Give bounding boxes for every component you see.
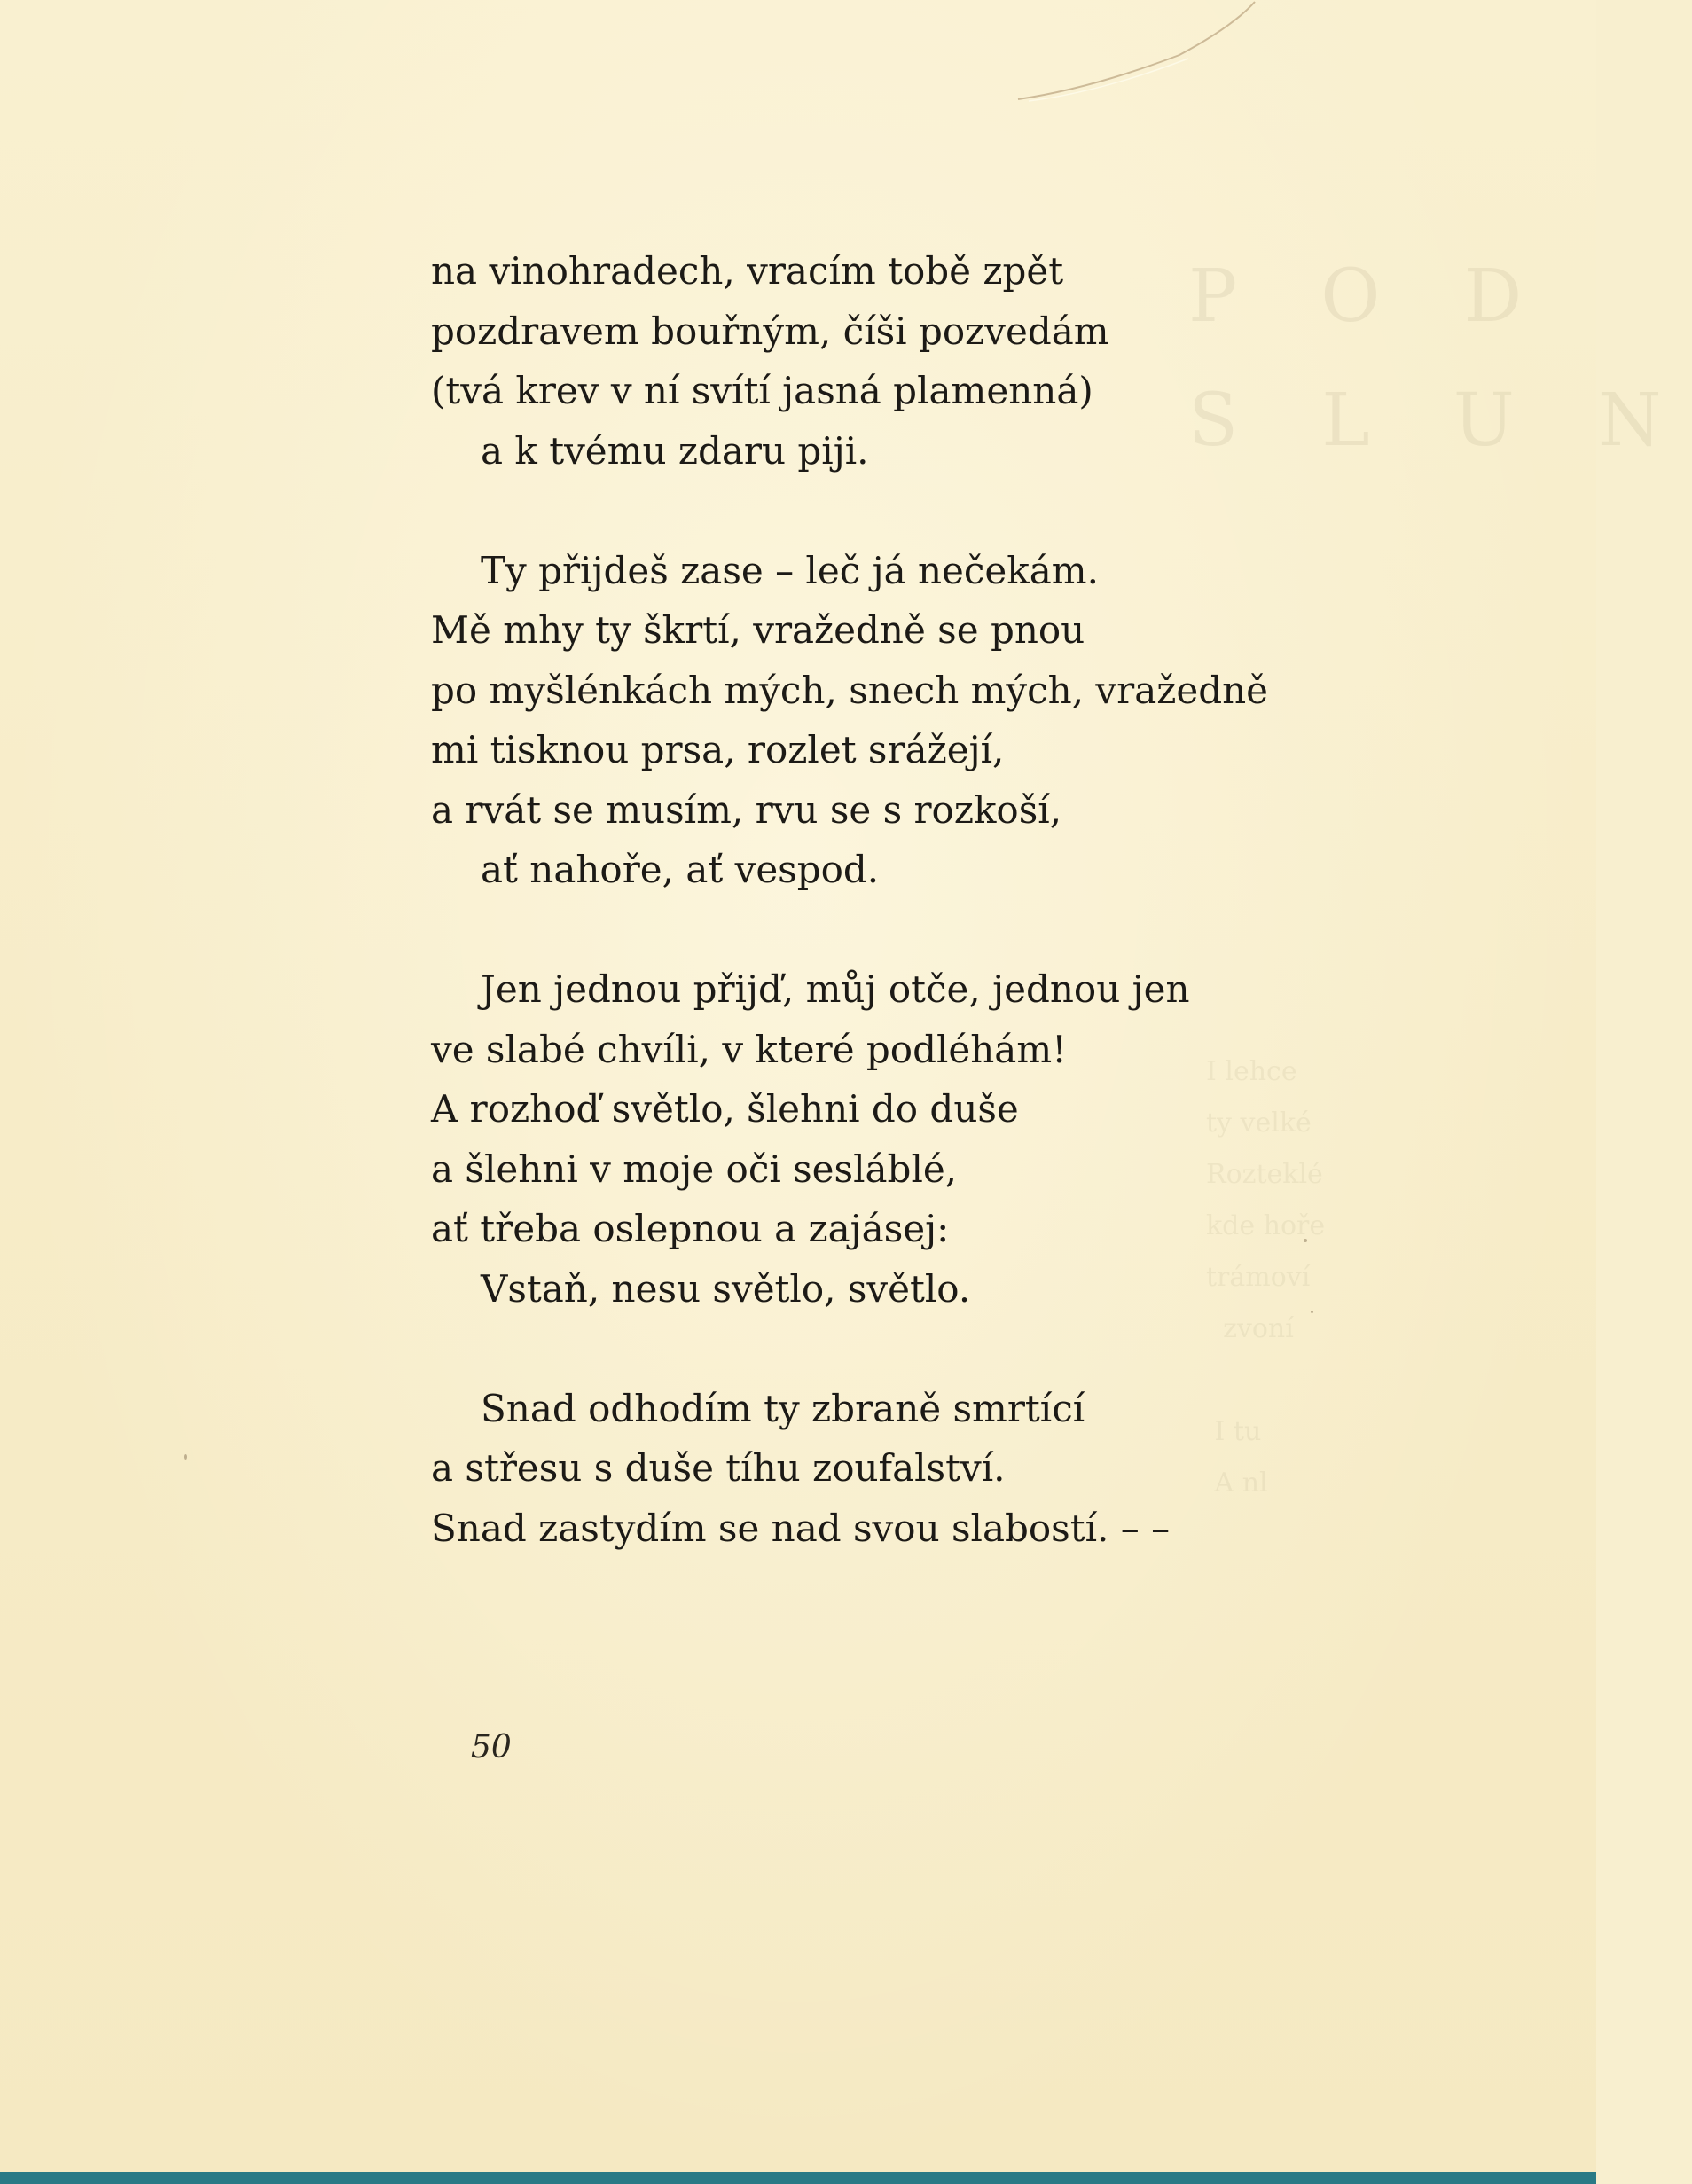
stanza bbox=[431, 241, 1495, 481]
verse-line: po myšlénkách mých, snech mých, vražedně bbox=[431, 668, 1269, 712]
verse-line: Snad zastydím se nad svou slabostí. – – bbox=[431, 1506, 1171, 1550]
verse-line: Snad odhodím ty zbraně smrtící bbox=[481, 1386, 1085, 1430]
show-through-heading: P O D S L U N bbox=[1188, 254, 1692, 463]
show-through-text: I lehce ty velké Rozteklé kde hoře trámoví zvoní I tu A nl bbox=[1206, 1056, 1326, 1499]
page-number: 50 bbox=[471, 1729, 512, 1765]
verse-line: a střesu s duše tíhu zoufalství. bbox=[431, 1446, 1006, 1490]
verse-line: A rozhoď světlo, šlehni do duše bbox=[431, 1087, 1019, 1131]
paper-speck bbox=[184, 1454, 187, 1460]
verse-line: Vstaň, nesu světlo, světlo. bbox=[481, 1266, 971, 1311]
verse-line: mi tisknou prsa, rozlet srážejí, bbox=[431, 728, 1005, 771]
verse-line: a k tvému zdaru piji. bbox=[481, 428, 869, 473]
verse-line: pozdravem bouřným, číši pozvedám bbox=[431, 309, 1109, 353]
verse-line: Mě mhy ty škrtí, vražedně se pnou bbox=[431, 608, 1085, 652]
paper-speck bbox=[1311, 1311, 1313, 1313]
verse-line: Jen jednou přijď, můj otče, jednou jen bbox=[481, 967, 1190, 1011]
stanza bbox=[431, 541, 1495, 900]
paper-speck bbox=[1304, 1239, 1307, 1242]
verse-line: na vinohradech, vracím tobě zpět bbox=[431, 249, 1064, 293]
verse-line: ve slabé chvíli, v které podléhám! bbox=[431, 1027, 1068, 1071]
verse-line: a rvát se musím, rvu se s rozkoší, bbox=[431, 787, 1062, 832]
verse-line: ať nahoře, ať vespod. bbox=[481, 848, 880, 891]
verse-line: (tvá krev v ní svítí jasná plamenná) bbox=[431, 369, 1093, 412]
verse-line: a šlehni v moje oči sesláblé, bbox=[431, 1147, 958, 1191]
verse-line: Ty přijdeš zase – leč já nečekám. bbox=[481, 548, 1099, 592]
poem bbox=[431, 241, 1495, 1618]
paper-crease bbox=[1011, 0, 1259, 106]
scan-edge bbox=[0, 2172, 1596, 2184]
stanza bbox=[431, 959, 1495, 1319]
verse-line: ať třeba oslepnou a zajásej: bbox=[431, 1207, 950, 1250]
stanza bbox=[431, 1379, 1495, 1559]
